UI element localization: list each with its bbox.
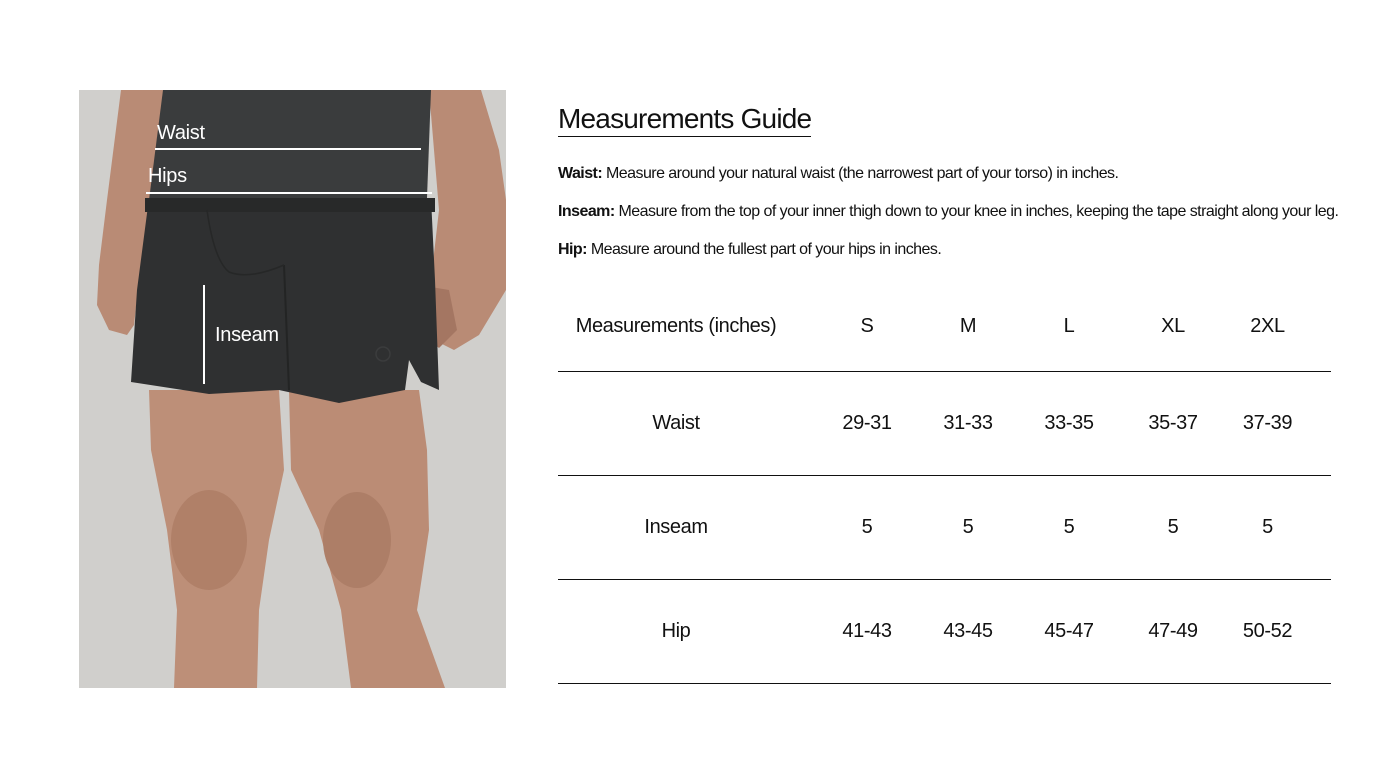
table-cell: 29-31 [842, 412, 892, 434]
table-row [558, 372, 1331, 476]
row-label: Waist [652, 412, 700, 434]
hips-measure-line [146, 192, 432, 194]
waist-label: Waist [157, 122, 205, 144]
instruction-term: Inseam: [558, 203, 615, 220]
waist-measure-line [155, 148, 421, 150]
hip-instruction [558, 241, 941, 259]
inseam-measure-line [203, 285, 205, 384]
instruction-term: Hip: [558, 241, 587, 258]
size-table [558, 282, 1331, 684]
table-header-cell: M [959, 315, 977, 337]
inseam-label: Inseam [215, 324, 279, 346]
table-cell: 37-39 [1242, 412, 1293, 434]
waist-instruction [558, 165, 1118, 183]
model-illustration [79, 90, 506, 688]
table-cell: 47-49 [1148, 620, 1198, 642]
hips-label: Hips [148, 165, 187, 187]
table-cell: 5 [1167, 516, 1179, 538]
table-cell: 5 [962, 516, 974, 538]
table-header-row [558, 282, 1331, 372]
instruction-text: Measure around the fullest part of your hips in inches. [590, 241, 942, 258]
model-shorts-photo [79, 90, 506, 688]
instruction-text: Measure from the top of your inner thigh down to your knee in inches, keeping the tape straight along your leg. [618, 203, 1339, 220]
row-label: Hip [661, 620, 691, 642]
table-header-cell: Measurements (inches) [575, 315, 777, 337]
table-cell: 45-47 [1044, 620, 1094, 642]
table-cell: 33-35 [1044, 412, 1094, 434]
table-row [558, 580, 1331, 684]
table-cell: 5 [1262, 516, 1273, 538]
table-header-cell: 2XL [1250, 315, 1285, 337]
table-cell: 31-33 [943, 412, 993, 434]
table-header-cell: XL [1161, 315, 1185, 337]
guide-title: Measurements Guide [558, 103, 811, 137]
table-row [558, 476, 1331, 580]
table-header-cell: L [1063, 315, 1075, 337]
table-header-cell: S [860, 315, 874, 337]
table-cell: 5 [861, 516, 873, 538]
table-cell: 43-45 [943, 620, 993, 642]
instruction-text: Measure around your natural waist (the narrowest part of your torso) in inches. [606, 165, 1119, 182]
table-cell: 41-43 [842, 620, 892, 642]
table-cell: 5 [1063, 516, 1075, 538]
table-cell: 50-52 [1242, 620, 1293, 642]
row-label: Inseam [644, 516, 708, 538]
table-cell: 35-37 [1148, 412, 1198, 434]
instruction-term: Waist: [558, 165, 603, 182]
inseam-instruction [558, 203, 1338, 221]
measurements-guide [558, 103, 1358, 258]
